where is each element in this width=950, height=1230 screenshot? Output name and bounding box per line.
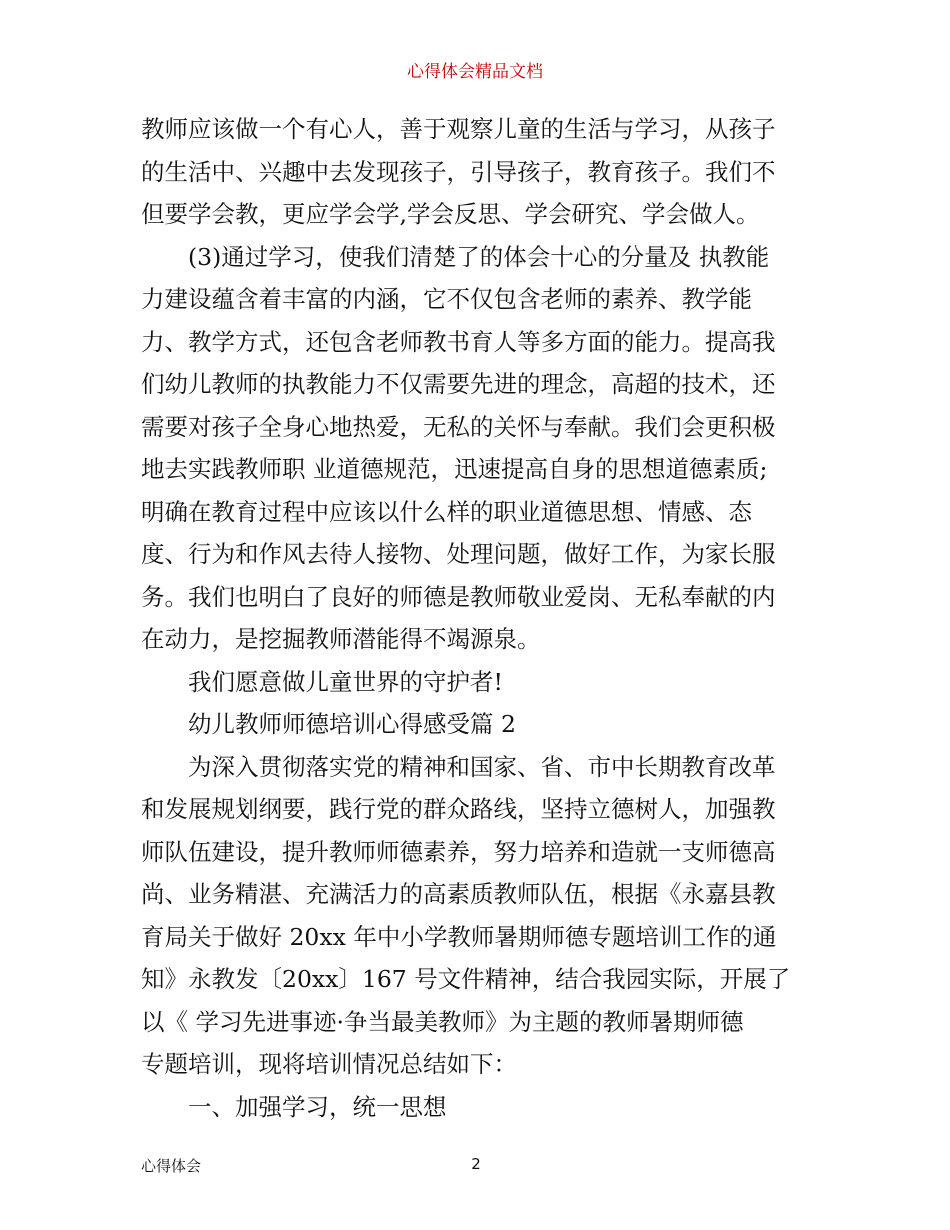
text-line: 以《 学习先进事迹·争当最美教师》为主题的教师暑期师德: [141, 1007, 744, 1036]
text-line: 力建设蕴含着丰富的内涵，它不仅包含老师的素养、教学能: [141, 285, 752, 313]
text-line: 度、行为和作风去待人接物、处理问题，做好工作，为家长服: [141, 540, 776, 568]
text-line: 们幼儿教师的执教能力不仅需要先进的理念，高超的技术，还: [141, 370, 776, 398]
text-line: 和发展规划纲要，践行党的群众路线，坚持立德树人，加强教: [141, 795, 776, 823]
text-line: 我们愿意做儿童世界的守护者!: [141, 667, 503, 696]
footer-label: 心得体会: [141, 1157, 202, 1175]
page-number: 2: [471, 1155, 481, 1173]
text-line: 力、教学方式，还包含老师教书育人等多方面的能力。提高我: [141, 327, 776, 356]
text-line: 尚、业务精湛、充满活力的高素质教师队伍，根据《永嘉县教: [141, 880, 776, 908]
text-line: 明确在教育过程中应该以什么样的职业道德思想、情感、态: [141, 497, 752, 526]
text-line: (3)通过学习，使我们清楚了的体会十心的分量及 执教能: [141, 242, 770, 271]
text-line: 专题培训，现将培训情况总结如下：: [141, 1050, 517, 1078]
document-body: [141, 108, 811, 1128]
subsection-heading: 一、加强学习，统一思想: [141, 1092, 447, 1121]
section-heading: 幼儿教师师德培训心得感受篇 2: [141, 710, 516, 738]
text-line: 教师应该做一个有心人，善于观察儿童的生活与学习，从孩子: [141, 115, 776, 143]
document-header-title: 心得体会精品文档: [407, 62, 543, 82]
text-line: 需要对孩子全身心地热爱，无私的关怀与奉献。我们会更积极: [141, 412, 776, 441]
text-line: 在动力，是挖掘教师潜能得不竭源泉。: [141, 625, 541, 653]
text-line: 务。我们也明白了良好的师德是教师敬业爱岗、无私奉献的内: [141, 582, 776, 611]
text-line: 但要学会教，更应学会学,学会反思、学会研究、学会做人。: [141, 200, 760, 228]
text-line: 育局关于做好 20xx 年中小学教师暑期师德专题培训工作的通: [141, 922, 777, 951]
text-line: 为深入贯彻落实党的精神和国家、省、市中长期教育改革: [141, 752, 776, 781]
text-line: 的生活中、兴趣中去发现孩子，引导孩子，教育孩子。我们不: [141, 157, 776, 186]
text-line: 师队伍建设，提升教师师德素养，努力培养和造就一支师德高: [141, 837, 776, 866]
text-line: 地去实践教师职 业道德规范，迅速提高自身的思想道德素质;: [141, 455, 768, 483]
text-line: 知》永教发〔20xx〕167 号文件精神，结合我园实际，开展了: [141, 965, 791, 993]
